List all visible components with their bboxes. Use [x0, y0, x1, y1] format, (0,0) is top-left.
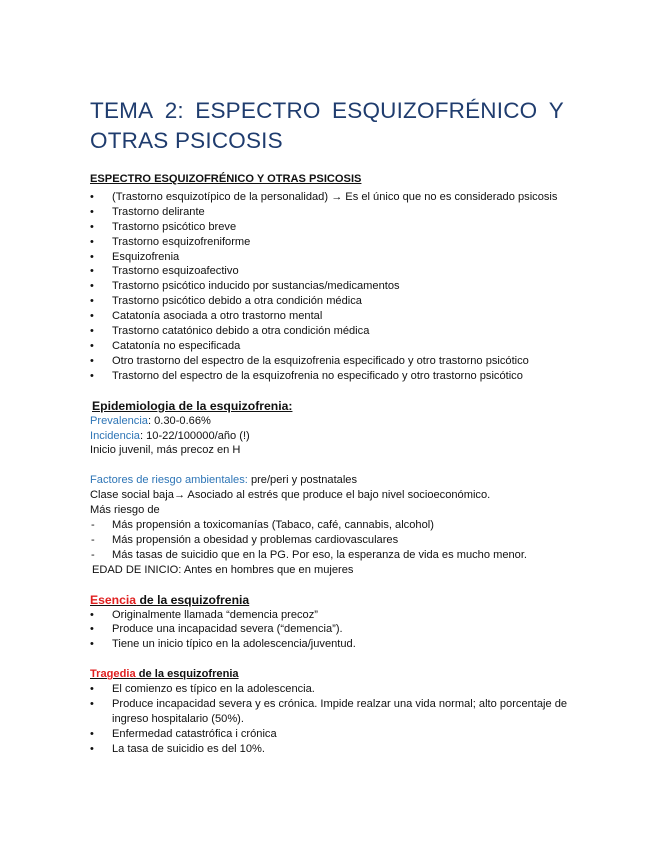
- prevalence-line: [90, 414, 570, 429]
- incidence-label: Incidencia: [90, 429, 140, 442]
- risk-factors-suffix: pre/peri y postnatales: [247, 474, 358, 487]
- section-heading-esencia: [90, 593, 570, 608]
- section-heading-epidemiologia: Epidemiologia de la esquizofrenia:: [92, 398, 293, 413]
- document-body: [90, 172, 570, 757]
- list-item: - Más propensión a obesidad y problemas cardiovasculares: [90, 533, 570, 548]
- esencia-list: [90, 608, 570, 653]
- esencia-heading-rest: de la esquizofrenia: [136, 592, 250, 607]
- list-item: • Trastorno del espectro de la esquizofrenia no especificado y otro trastorno psicótico: [90, 369, 570, 384]
- list-item: • La tasa de suicidio es del 10%.: [90, 742, 570, 757]
- prevalence-label: Prevalencia: [90, 414, 148, 427]
- list-item: • Trastorno esquizoafectivo: [90, 264, 570, 279]
- page-title: [90, 96, 564, 156]
- section-heading-espectro: ESPECTRO ESQUIZOFRÉNICO Y OTRAS PSICOSIS: [90, 173, 362, 185]
- title-line-1: [90, 96, 564, 126]
- risk-list: [90, 518, 570, 563]
- risk-factors-label: Factores de riesgo ambientales:: [90, 474, 248, 487]
- list-item: • Trastorno psicótico debido a otra condición médica: [90, 294, 570, 309]
- title-word: ESQUIZOFRÉNICO: [332, 98, 538, 123]
- espectro-list: [90, 190, 570, 384]
- more-risk-line: Más riesgo de: [90, 504, 160, 517]
- risk-factors-line: [90, 473, 570, 488]
- list-item: • Catatonía asociada a otro trastorno mental: [90, 309, 570, 324]
- list-item: - Más propensión a toxicomanías (Tabaco, café, cannabis, alcohol): [90, 518, 570, 533]
- tragedia-red-word: Tragedia: [90, 668, 136, 681]
- list-item: • Catatonía no especificada: [90, 339, 570, 354]
- list-item: • Trastorno psicótico inducido por sustancias/medicamentos: [90, 279, 570, 294]
- title-word: ESPECTRO: [195, 98, 321, 123]
- title-word: Y: [548, 98, 564, 123]
- list-item: • Produce una incapacidad severa (“demencia”).: [90, 622, 570, 637]
- list-item: • Trastorno esquizofreniforme: [90, 235, 570, 250]
- social-class-line: Clase social baja→ Asociado al estrés que produce el bajo nivel socioeconómico.: [90, 489, 491, 502]
- age-onset-line: EDAD DE INICIO: Antes en hombres que en mujeres: [92, 563, 354, 576]
- list-item: • El comienzo es típico en la adolescencia.: [90, 682, 570, 697]
- list-item: • Produce incapacidad severa y es crónica. Impide realzar una vida normal; alto porcentaje de ingreso hospitalario (50%).: [90, 697, 570, 727]
- tragedia-list: [90, 682, 570, 757]
- list-item: • Trastorno delirante: [90, 205, 570, 220]
- incidence-line: [90, 429, 570, 444]
- list-item: • Esquizofrenia: [90, 250, 570, 265]
- onset-line: Inicio juvenil, más precoz en H: [90, 444, 241, 457]
- list-item: • Otro trastorno del espectro de la esquizofrenia especificado y otro trastorno psicótico: [90, 354, 570, 369]
- list-item: - Más tasas de suicidio que en la PG. Por eso, la esperanza de vida es mucho menor.: [90, 548, 570, 563]
- prevalence-value: : 0.30-0.66%: [147, 414, 211, 427]
- section-heading-tragedia: [90, 667, 570, 682]
- esencia-red-word: Esencia: [90, 592, 137, 607]
- list-item: • Enfermedad catastrófica i crónica: [90, 727, 570, 742]
- list-item: • Originalmente llamada “demencia precoz”: [90, 608, 570, 623]
- tragedia-heading-rest: de la esquizofrenia: [135, 668, 239, 681]
- list-item: • Trastorno psicótico breve: [90, 220, 570, 235]
- incidence-value: : 10-22/100000/año (!): [139, 429, 250, 442]
- title-line-2: OTRAS PSICOSIS: [90, 128, 283, 153]
- list-item: • Trastorno catatónico debido a otra condición médica: [90, 324, 570, 339]
- title-word: TEMA: [90, 98, 154, 123]
- title-word: 2:: [164, 98, 184, 123]
- list-item: • (Trastorno esquizotípico de la personalidad) → Es el único que no es considerado psicosis: [90, 190, 570, 205]
- list-item: • Tiene un inicio típico en la adolescencia/juventud.: [90, 637, 570, 652]
